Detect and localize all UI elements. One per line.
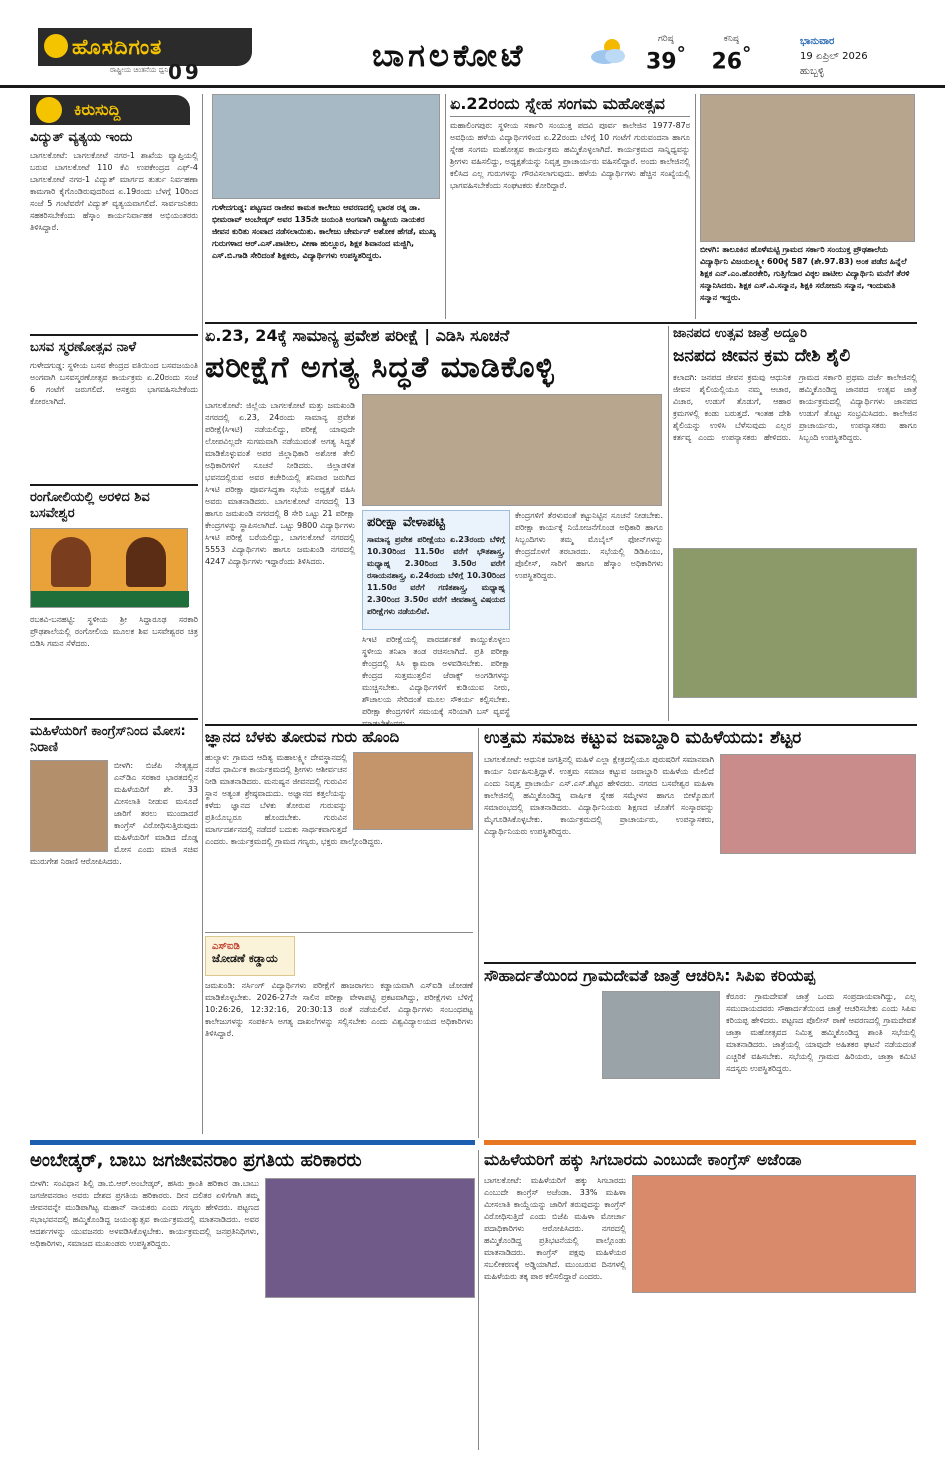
brief-headline[interactable]: ರಂಗೋಲಿಯಲ್ಲಿ ಅರಳಿದ ಶಿವ ಬಸವೇಶ್ವರ [30,490,150,521]
temperature-panel: ಗರಿಷ್ಠ 39° ಕನಿಷ್ಠ 26° [646,34,752,75]
column-rule [202,94,203,1134]
brand-tagline: ರಾಷ್ಟ್ರೀಯ ಚಿಂತನೆಯ ಧ್ವನಿ [110,66,169,74]
article-body: ಬಾಗಲಕೋಟೆ: ಆಧುನಿಕ ಜಗತ್ತಿನಲ್ಲಿ ಮಹಿಳೆ ಎಲ್ಲಾ ಕ್ಷೇತ್ರದಲ್ಲಿಯೂ ಪುರುಷರಿಗೆ ಸಮಾನವಾಗಿ ಕಾರ್ಯ ನಿರ್ವಹಿಸುತ್ತಿದ್ದಾಳೆ. ಉತ್ತಮ ಸಮಾಜ ಕಟ್ಟುವ ಜವಾಬ್ದಾರಿ ಮಹಿಳೆಯ ಮೇಲಿದೆ ಎಂದು ನಿವೃತ್ತ ಪ್ರಾಚಾರ್ಯೆ ಎಸ್.ಎಸ್.ಶೆಟ್ಟರ ಹೇಳಿದರು. ನಗರದ ಬಸವೇಶ್ವರ ಮಹಿಳಾ ಕಾಲೇಜಿನಲ್ಲಿ ಹಮ್ಮಿಕೊಂಡಿದ್ದ ವಾರ್ಷಿಕ ಸ್ನೇಹ ಸಮ್ಮೇಳನ ಹಾಗೂ ಬೀಳ್ಕೊಡುಗೆ ಸಮಾರಂಭದಲ್ಲಿ ಮಾತನಾಡಿದರು. ವಿದ್ಯಾರ್ಥಿನಿಯರು ಶಿಕ್ಷಣದ ಜೊತೆಗೆ ಸಂಸ್ಕಾರವನ್ನು ಮೈಗೂಡಿಸಿಕೊಳ್ಳಬೇಕು. ಕಾರ್ಯಕ್ರಮದಲ್ಲಿ ಪ್ರಾಚಾರ್ಯರು, ಉಪನ್ಯಾಸಕರು, ವಿದ್ಯಾರ್ಥಿನಿಯರು ಉಪಸ್ಥಿತರಿದ್ದರು. [484,755,714,837]
article-body: ಕೇಂದ್ರಗಳಿಗೆ ತೆರಳುವಂತೆ ಕಟ್ಟುನಿಟ್ಟಿನ ಸೂಚನೆ ನೀಡಬೇಕು. ಪರೀಕ್ಷಾ ಕಾರ್ಯಕ್ಕೆ ನಿಯೋಜನೆಗೊಂಡ ಅಧಿಕಾರಿ ಹಾಗೂ ಸಿಬ್ಬಂದಿಗಳು ತಮ್ಮ ಮೊಬೈಲ್ ಫೋನ್‌ಗಳನ್ನು ಕೇಂದ್ರದೊಳಗೆ ತರಬಾರದು. ಸಭೆಯಲ್ಲಿ ಡಿಡಿಪಿಯು, ಪೊಲೀಸ್, ಸಾರಿಗೆ ಹಾಗೂ ಹೆಸ್ಕಾಂ ಅಧಿಕಾರಿಗಳು ಉಪಸ್ಥಿತರಿದ್ದರು. [515,511,663,580]
timetable-body: ಸಾಮಾನ್ಯ ಪ್ರವೇಶ ಪರೀಕ್ಷೆಯು ಏ.23ರಂದು ಬೆಳಿಗ್ಗೆ 10.30ರಿಂದ 11.50ರ ವರೆಗೆ ಭೌತಶಾಸ್ತ್ರ, ಮಧ್ಯಾಹ್ನ 2.30ರಿಂದ 3.50ರ ವರೆಗೆ ರಸಾಯನಶಾಸ್ತ್ರ, ಏ.24ರಂದು ಬೆಳಿಗ್ಗೆ 10.30ರಿಂದ 11.50ರ ವರೆಗೆ ಗಣಿತಶಾಸ್ತ್ರ, ಮಧ್ಯಾಹ್ನ 2.30ರಿಂದ 3.50ರ ವರೆಗೆ ಜೀವಶಾಸ್ತ್ರ ವಿಷಯದ ಪರೀಕ್ಷೆಗಳು ನಡೆಯಲಿವೆ. [367,534,505,616]
article-congress [484,1150,916,1450]
edition-city: ಬಾಗಲಕೋಟೆ [372,38,527,74]
article-sneha-sangama [450,94,690,319]
article-body: ಜಮಖಂಡಿ: ನರ್ಸಿಂಗ್ ವಿದ್ಯಾರ್ಥಿಗಳು ಪರೀಕ್ಷೆಗೆ ಹಾಜರಾಗಲು ಕಡ್ಡಾಯವಾಗಿ ಎಸ್‌ಐಡಿ ಜೋಡಣೆ ಮಾಡಿಕೊಳ್ಳಬೇಕು. 2026-27ನೇ ಸಾಲಿನ ಪರೀಕ್ಷಾ ವೇಳಾಪಟ್ಟಿ ಪ್ರಕಟವಾಗಿದ್ದು, ಪರೀಕ್ಷೆಗಳು ಬೆಳಿಗ್ಗೆ 10:26:26, 12:32:16, 20:30:13 ರಂತೆ ನಡೆಯಲಿವೆ. ವಿದ್ಯಾರ್ಥಿಗಳು ಸಂಬಂಧಪಟ್ಟ ಕಾಲೇಜುಗಳನ್ನು ಸಂಪರ್ಕಿಸಿ ಅಗತ್ಯ ದಾಖಲೆಗಳನ್ನು ಸಲ್ಲಿಸಬೇಕು ಎಂದು ವಿಶ್ವವಿದ್ಯಾಲಯದ ಅಧಿಕಾರಿಗಳು ತಿಳಿಸಿದ್ದಾರೆ. [205,981,473,1038]
column-rule [445,94,446,319]
article-sauhardha [484,966,916,1136]
photo-caption-block [700,244,915,320]
kirusuddi-label: ಕಿರುಸುದ್ದಿ [74,100,121,119]
edition-place: ಹುಬ್ಬಳ್ಳಿ [800,66,825,77]
nirani-photo[interactable] [30,760,108,852]
nursing-headline-box [205,936,295,976]
temp-max: 39 [646,49,677,75]
divider [30,484,198,486]
column-rule [695,94,696,319]
timetable-title: ಪರೀಕ್ಷಾ ವೇಳಾಪಟ್ಟಿ [367,515,445,530]
article-headline[interactable]: ಪರೀಕ್ಷೆಗೆ ಅಗತ್ಯ ಸಿದ್ಧತೆ ಮಾಡಿಕೊಳ್ಳಿ [205,350,555,385]
section-bar [484,1140,916,1145]
photo-caption: ಬೀಳಗಿ: ತಾಲೂಕಿನ ಹೊಳೆಮಟ್ಟಿ ಗ್ರಾಮದ ಸರ್ಕಾರಿ ಸಂಯುಕ್ತ ಪ್ರೌಢಶಾಲೆಯ ವಿದ್ಯಾರ್ಥಿನಿ ವಿಜಯಲಕ್ಷ್ಮೀ 600ಕ್ಕೆ 587 (ಶೇ.97.83) ಅಂಕ ಪಡೆದ ಹಿನ್ನೆಲೆ ಶಿಕ್ಷಕ ಎನ್.ಎಂ.ಹೊರಕೇರಿ, ಗುತ್ತಿಗೆದಾರ ವಿಠ್ಠಲ ಪಾಟೀಲ ವಿದ್ಯಾರ್ಥಿನಿ ಮನೆಗೆ ತೆರಳಿ ಸನ್ಮಾನಿಸಿದರು. ಶಿಕ್ಷಕ ಎಸ್.ವಿ.ಸನ್ಮಾನ, ಶಿಕ್ಷಕಿ ಸರೋಜನಿ ಸನ್ಮಾನ, ಇಂದುಮತಿ ಸನ್ಮಾನ ಇದ್ದರು. [700,245,910,302]
photo-caption-block [212,202,440,320]
brief-body: ರಬಕವಿ-ಬನಹಟ್ಟಿ: ಸ್ಥಳೀಯ ಶ್ರೀ ಸಿದ್ದಾರೂಢ ಸರಕಾರಿ ಪ್ರೌಢಶಾಲೆಯಲ್ಲಿ ರಂಗೋಲಿಯ ಮೂಲಕ ಶಿವ ಬಸವೇಶ್ವರರ ಚಿತ್ರ ಬಿಡಿಸಿ ಗಮನ ಸೆಳೆದರು. [30,615,198,648]
article-kicker: ಎಸ್‌ಐಡಿ [212,941,240,952]
article-headline[interactable]: ಉತ್ತಮ ಸಮಾಜ ಕಟ್ಟುವ ಜವಾಬ್ದಾರಿ ಮಹಿಳೆಯದು: ಶೆಟ್ಟರ [484,728,802,748]
article-body: ಬಾಗಲಕೋಟೆ: ಮಹಿಳೆಯರಿಗೆ ಹಕ್ಕು ಸಿಗಬಾರದು ಎಂಬುದೇ ಕಾಂಗ್ರೆಸ್ ಅಜೆಂಡಾ. 33% ಮಹಿಳಾ ಮೀಸಲಾತಿ ಕಾಯ್ದೆಯನ್ನು ಜಾರಿಗೆ ತರುವುದನ್ನು ಕಾಂಗ್ರೆಸ್ ವಿರೋಧಿಸುತ್ತಿದೆ ಎಂದು ಬಿಜೆಪಿ ಮಹಿಳಾ ಮೋರ್ಚಾ ಪದಾಧಿಕಾರಿಗಳು ಆರೋಪಿಸಿದರು. ನಗರದಲ್ಲಿ ಹಮ್ಮಿಕೊಂಡಿದ್ದ ಪ್ರತಿಭಟನೆಯಲ್ಲಿ ಪಾಲ್ಗೊಂಡು ಮಾತನಾಡಿದರು. ಕಾಂಗ್ರೆಸ್ ಪಕ್ಷವು ಮಹಿಳೆಯರ ಸಬಲೀಕರಣಕ್ಕೆ ಅಡ್ಡಿಯಾಗಿದೆ. ಮುಂಬರುವ ದಿನಗಳಲ್ಲಿ ಮಹಿಳೆಯರು ತಕ್ಕ ಪಾಠ ಕಲಿಸಲಿದ್ದಾರೆ ಎಂದರು. [484,1176,626,1282]
photo-cet-meeting[interactable] [362,394,662,506]
hand-pointer-icon [36,97,62,123]
article-body: ಬಾಗಲಕೋಟೆ: ಜಿಲ್ಲೆಯ ಬಾಗಲಕೋಟೆ ಮತ್ತು ಜಮಖಂಡಿ ನಗರದಲ್ಲಿ ಏ.23, 24ರಂದು ಸಾಮಾನ್ಯ ಪ್ರವೇಶ ಪರೀಕ್ಷೆ(ಸಿಇಟಿ) ನಡೆಯಲಿದ್ದು, ಪರೀಕ್ಷೆ ಯಾವುದೇ ಲೋಪವಿಲ್ಲದೇ ಸುಗಮವಾಗಿ ನಡೆಯುವಂತೆ ಅಗತ್ಯ ಸಿದ್ದತೆ ಮಾಡಿಕೊಳ್ಳುವಂತೆ ಅಪರ ಜಿಲ್ಲಾಧಿಕಾರಿ ಅಶೋಕ ತೇಲಿ ಅಧಿಕಾರಿಗಳಿಗೆ ಸೂಚನೆ ನೀಡಿದರು. ಜಿಲ್ಲಾಡಳಿತ ಭವನದಲ್ಲಿರುವ ಅವರ ಕಚೇರಿಯಲ್ಲಿ ಶನಿವಾರ ಜರುಗಿದ ಸಿಇಟಿ ಪರೀಕ್ಷಾ ಪೂರ್ವಸಿದ್ಧತಾ ಸಭೆಯ ಅಧ್ಯಕ್ಷತೆ ವಹಿಸಿ ಅವರು ಮಾತನಾಡಿದರು. ಬಾಗಲಕೋಟೆ ನಗರದಲ್ಲಿ 13 ಹಾಗೂ ಜಮಖಂಡಿ ನಗರದಲ್ಲಿ 8 ಸೇರಿ ಒಟ್ಟು 21 ಪರೀಕ್ಷಾ ಕೇಂದ್ರಗಳನ್ನು ಸ್ಥಾಪಿಸಲಾಗಿದೆ. ಒಟ್ಟು 9800 ವಿದ್ಯಾರ್ಥಿಗಳು ಸಿಇಟಿ ಪರೀಕ್ಷೆ ಬರೆಯಲಿದ್ದು, ಬಾಗಲಕೋಟೆ ನಗರದಲ್ಲಿ 5553 ವಿದ್ಯಾರ್ಥಿಗಳು ಹಾಗೂ ಜಮಖಂಡಿ ನಗರದಲ್ಲಿ 4247 ವಿದ್ಯಾರ್ಥಿಗಳು ಇದ್ದಾರೆಂದು ತಿಳಿಸಿದರು. [205,401,355,566]
photo-women-college[interactable] [720,754,916,854]
article-body: ಹುಲ್ಯಾಳ: ಗ್ರಾಮದ ಆದಿತ್ಯ ಮಹಾಲಕ್ಷ್ಮೀ ದೇವಸ್ಥಾನದಲ್ಲಿ ನಡೆದ ಧಾರ್ಮಿಕ ಕಾರ್ಯಕ್ರಮದಲ್ಲಿ ಶ್ರೀಗಳು ಆಶೀರ್ವಚನ ನೀಡಿ ಮಾತನಾಡಿದರು. ಮನುಷ್ಯನ ಜೀವನದಲ್ಲಿ ಗುರುವಿನ ಸ್ಥಾನ ಅತ್ಯಂತ ಶ್ರೇಷ್ಠವಾದುದು. ಅಜ್ಞಾನದ ಕತ್ತಲೆಯನ್ನು ಕಳೆದು ಜ್ಞಾನದ ಬೆಳಕು ತೋರುವ ಗುರುವನ್ನು ಪ್ರತಿಯೊಬ್ಬರೂ ಹೊಂದಬೇಕು. ಗುರುವಿನ ಮಾರ್ಗದರ್ಶನದಲ್ಲಿ ನಡೆದರೆ ಬದುಕು ಸಾರ್ಥಕವಾಗುತ್ತದೆ ಎಂದರು. ಕಾರ್ಯಕ್ರಮದಲ್ಲಿ ಗ್ರಾಮದ ಗಣ್ಯರು, ಭಕ್ತರು ಪಾಲ್ಗೊಂಡಿದ್ದರು. [205,753,383,846]
section-rule [205,724,917,726]
brand-logo[interactable] [38,28,252,66]
article-guru [205,728,473,928]
article-body: ಬೀಳಗಿ: ಸಂವಿಧಾನ ಶಿಲ್ಪಿ ಡಾ.ಬಿ.ಆರ್.ಅಂಬೇಡ್ಕರ್, ಹಸಿರು ಕ್ರಾಂತಿ ಹರಿಕಾರ ಡಾ.ಬಾಬು ಜಗಜೀವನರಾಂ ಅವರು ದೇಶದ ಪ್ರಗತಿಯ ಹರಿಕಾರರು. ದೀನ ದಲಿತರ ಏಳಿಗೆಗಾಗಿ ತಮ್ಮ ಜೀವನವನ್ನೇ ಮುಡಿಪಾಗಿಟ್ಟ ಮಹಾನ್ ನಾಯಕರು ಎಂದು ಗಣ್ಯರು ಹೇಳಿದರು. ಪಟ್ಟಣದ ಸಭಾಭವನದಲ್ಲಿ ಹಮ್ಮಿಕೊಂಡಿದ್ದ ಜಯಂತ್ಯುತ್ಸವ ಕಾರ್ಯಕ್ರಮದಲ್ಲಿ ಮಾತನಾಡಿದರು. ಅವರ ಆದರ್ಶಗಳನ್ನು ಯುವಜನರು ಅಳವಡಿಸಿಕೊಳ್ಳಬೇಕು. ಕಾರ್ಯಕ್ರಮದಲ್ಲಿ ಜನಪ್ರತಿನಿಧಿಗಳು, ಅಧಿಕಾರಿಗಳು, ಸಮಾಜದ ಮುಖಂಡರು ಉಪಸ್ಥಿತರಿದ್ದರು. [30,1178,259,1248]
divider [450,116,690,117]
article-body-col2 [362,634,510,718]
article-ambedkar [30,1150,475,1450]
brief-body: ಬಾಗಲಕೋಟೆ: ಬಾಗಲಕೋಟೆ ನಗರ-1 ಶಾಖೆಯ ವ್ಯಾಪ್ತಿಯಲ್ಲಿ ಬರುವ ಬಾಗಲಕೋಟೆ 110 ಕೆವಿ ಉಪಕೇಂದ್ರದ ಎಫ್-4 ಬಾಗಲಕೋಟೆ ನಗರ-1 ವಿದ್ಯುತ್ ಮಾರ್ಗದ ತುರ್ತು ನಿರ್ವಹಣಾ ಕಾಮಗಾರಿ ಕೈಗೊಂಡಿರುವುದರಿಂದ ಏ.19ರಂದು ಬೆಳಗ್ಗೆ 10ರಿಂದ ಸಂಜೆ 5 ಗಂಟೆವರೆಗೆ ವಿದ್ಯುತ್ ವ್ಯತ್ಯಯವಾಗಲಿದೆ. ಸಾರ್ವಜನಿಕರು ಸಹಕರಿಸಬೇಕೆಂದು ಹೆಸ್ಕಾಂ ಕಾರ್ಯನಿರ್ವಾಹಕ ಅಭಿಯಂತರರು ತಿಳಿಸಿದ್ದಾರೆ. [30,151,198,232]
article-kicker: ಏ.23, 24ಕ್ಕೆ ಸಾಮಾನ್ಯ ಪ್ರವೇಶ ಪರೀಕ್ಷೆ | ಎಡಿಸಿ ಸೂಚನೆ [205,326,510,345]
masthead [0,0,945,88]
photo-jayanti-stage[interactable] [265,1178,475,1298]
article-headline[interactable]: ಅಂಬೇಡ್ಕರ್, ಬಾಬು ಜಗಜೀವನರಾಂ ಪ್ರಗತಿಯ ಹರಿಕಾರರು [30,1150,362,1171]
article-headline[interactable]: ಜ್ಞಾನದ ಬೆಳಕು ತೋರುವ ಗುರು ಹೊಂದಿ [205,728,400,746]
brief-headline[interactable]: ವಿದ್ಯುತ್ ವ್ಯತ್ಯಯ ಇಂದು [30,130,133,145]
article-body: ಮಹಾಲಿಂಗಪುರ: ಸ್ಥಳೀಯ ಸರ್ಕಾರಿ ಸಂಯುಕ್ತ ಪದವಿ ಪೂರ್ವ ಕಾಲೇಜಿನ 1977-87ರ ಅವಧಿಯ ಹಳೆಯ ವಿದ್ಯಾರ್ಥಿಗಳಿಂದ ಏ.22ರಂದು ಬೆಳಿಗ್ಗೆ 10 ಗಂಟೆಗೆ ಗುರುವಂದನಾ ಹಾಗೂ ಸ್ನೇಹ ಸಂಗಮ ಮಹೋತ್ಸವ ಕಾರ್ಯಕ್ರಮ ಹಮ್ಮಿಕೊಳ್ಳಲಾಗಿದೆ. ಕಾರ್ಯಕ್ರಮದ ಸಾನ್ನಿಧ್ಯವನ್ನು ಶ್ರೀಗಳು ವಹಿಸಲಿದ್ದು, ಅಧ್ಯಕ್ಷತೆಯನ್ನು ನಿವೃತ್ತ ಪ್ರಾಚಾರ್ಯರು ವಹಿಸಲಿದ್ದಾರೆ. ಅಂದು ಕಾಲೇಜಿನಲ್ಲಿ ಕಲಿಸಿದ ಎಲ್ಲ ಗುರುಗಳನ್ನು ಗೌರವಿಸಲಾಗುವುದು. ಹಳೆಯ ವಿದ್ಯಾರ್ಥಿಗಳು ಹೆಚ್ಚಿನ ಸಂಖ್ಯೆಯಲ್ಲಿ ಭಾಗವಹಿಸಬೇಕೆಂದು ಸಂಘಟಕರು ಕೋರಿದ್ದಾರೆ. [450,121,690,191]
date-block [800,34,868,79]
section-rule [205,322,917,324]
brief-headline[interactable]: ಬಸವ ಸ್ಮರಣೋತ್ಸವ ನಾಳೆ [30,340,137,355]
column-rule [478,1150,479,1450]
article-headline[interactable]: ಜೋಡಣೆ ಕಡ್ಡಾಯ [212,952,278,965]
article-janapada [673,326,917,718]
column-rule [668,326,669,721]
rangoli-photo[interactable] [30,528,188,608]
article-body: ಕಲಾದಗಿ: ಜನಪದ ಜೀವನ ಕ್ರಮವು ಆಧುನಿಕ ಜೀವನ ಶೈಲಿಯಲ್ಲಿಯೂ ನಮ್ಮ ಆಚಾರ, ವಿಚಾರ, ಉಡುಗೆ ತೊಡುಗೆ, ಆಹಾರ ಕ್ರಮಗಳಲ್ಲಿ ಕಂಡು ಬರುತ್ತದೆ. ಇಂತಹ ದೇಶಿ ಶೈಲಿಯನ್ನು ಉಳಿಸಿ ಬೆಳೆಸುವುದು ಎಲ್ಲರ ಕರ್ತವ್ಯ ಎಂದು ಉಪನ್ಯಾಸಕರು ಹೇಳಿದರು. ಗ್ರಾಮದ ಸರ್ಕಾರಿ ಪ್ರಥಮ ದರ್ಜೆ ಕಾಲೇಜಿನಲ್ಲಿ ಹಮ್ಮಿಕೊಂಡಿದ್ದ ಜಾನಪದ ಉತ್ಸವ ಜಾತ್ರೆ ಕಾರ್ಯಕ್ರಮದಲ್ಲಿ ವಿದ್ಯಾರ್ಥಿಗಳು ಜಾನಪದ ಉಡುಗೆ ತೊಟ್ಟು ಸಂಭ್ರಮಿಸಿದರು. ಕಾಲೇಜಿನ ಪ್ರಾಚಾರ್ಯರು, ಉಪನ್ಯಾಸಕರು ಹಾಗೂ ಸಿಬ್ಬಂದಿ ಉಪಸ್ಥಿತರಿದ್ದರು. [673,372,917,442]
photo-college-event[interactable] [212,94,440,199]
photo-student-felicitation[interactable] [700,94,915,242]
article-nursing [205,936,473,1136]
brief-body: ಬೀಳಗಿ: ಬಿಜೆಪಿ ನೇತೃತ್ವದ ಎನ್‌ಡಿಎ ಸರಕಾರ ಭಾರತದಲ್ಲಿನ ಮಹಿಳೆಯರಿಗೆ ಶೇ. 33 ಮೀಸಲಾತಿ ನೀಡುವ ಮಸೂದೆ ಜಾರಿಗೆ ತರಲು ಮುಂದಾದರೆ ಕಾಂಗ್ರೆಸ್ ವಿರೋಧಿಸುತ್ತಿರುವುದು ಮಹಿಳೆಯರಿಗೆ ಮಾಡಿದ ದೊಡ್ಡ ಮೋಸ ಎಂದು ಮಾಜಿ ಸಚಿವ ಮುರುಗೇಶ ನಿರಾಣಿ ಆರೋಪಿಸಿದರು. [30,761,198,866]
photo-peace-meeting[interactable] [602,991,720,1079]
article-headline[interactable]: ಜನಪದ ಜೀವನ ಕ್ರಮ ದೇಶಿ ಶೈಲಿ [673,345,851,366]
partly-cloudy-icon [588,36,630,66]
brand-name: ಹೊಸದಿಗಂತ [72,34,163,59]
temp-min-label: ಕನಿಷ್ಠ [723,34,739,44]
article-headline[interactable]: ಮಹಿಳೆಯರಿಗೆ ಹಕ್ಕು ಸಿಗಬಾರದು ಎಂಬುದೇ ಕಾಂಗ್ರೆಸ್ ಅಜೆಂಡಾ [484,1150,802,1169]
column-rule [478,728,479,1138]
photo-caption: ಗುಳೇದಗುಡ್ಡ: ಪಟ್ಟಣದ ರಾಜೀವ ಕಾಮತ ಕಾಲೇಜು ಆವರಣದಲ್ಲಿ ಭಾರತ ರತ್ನ ಡಾ. ಭೀಮರಾವ್ ಅಂಬೇಡ್ಕರ್ ಅವರ 135ನೇ ಜಯಂತಿ ಅಂಗವಾಗಿ ರಾಷ್ಟ್ರೀಯ ನಾಯಕರ ಜೀವನ ಕುರಿತು ಸಂವಾದ ನಡೆಸಲಾಯಿತು. ಕಾಲೇಜು ಚೇರ್ಮನ್ ಅಶೋಕ ಹೆಗಡೆ, ಮುಖ್ಯ ಗುರುಗಳಾದ ಆರ್.ಎಸ್.ಪಾಟೀಲ, ವೀಣಾ ಹುಲ್ಲೂರ, ಶಿಕ್ಷಕ ಶಿವಾನಂದ ಮಜ್ಜಿಗಿ, ಎಸ್.ಬಿ.ಗಾಡಿ ಸೇರಿದಂತೆ ಶಿಕ್ಷಕರು, ವಿದ್ಯಾರ್ಥಿಗಳು ಉಪಸ್ಥಿತರಿದ್ದರು. [212,203,436,260]
article-kicker: ಜಾನಪದ ಉತ್ಸವ ಜಾತ್ರೆ ಅದ್ದೂರಿ [673,326,807,341]
weekday: ಭಾನುವಾರ [800,36,835,47]
photo-janapada-students[interactable] [673,548,917,698]
article-headline[interactable]: ಏ.22ರಂದು ಸ್ನೇಹ ಸಂಗಮ ಮಹೋತ್ಸವ [450,94,665,113]
issue-date: 19 ಏಪ್ರಿಲ್ 2026 [800,51,868,62]
section-label-kirusuddi [30,95,190,125]
timetable-box [362,510,510,630]
divider [30,334,198,336]
article-body-col1 [205,400,355,716]
photo-bjp-protest[interactable] [632,1175,916,1293]
brief-body: ಗುಳೇದಗುಡ್ಡ: ಸ್ಥಳೀಯ ಬಸವ ಕೇಂದ್ರದ ವತಿಯಿಂದ ಬಸವಜಯಂತಿ ಅಂಗವಾಗಿ ಬಸವಸ್ಮರಣೋತ್ಸವ ಕಾರ್ಯಕ್ರಮ ಏ.20ರಂದು ಸಂಜೆ 6 ಗಂಟೆಗೆ ಜರುಗಲಿದೆ. ಆಸಕ್ತರು ಭಾಗವಹಿಸಬೇಕೆಂದು ಕೋರಲಾಗಿದೆ. [30,361,198,406]
article-body: ಕೆರೂರ: ಗ್ರಾಮದೇವತೆ ಜಾತ್ರೆ ಒಂದು ಸಂಪ್ರದಾಯವಾಗಿದ್ದು, ಎಲ್ಲ ಸಮುದಾಯದವರು ಸೌಹಾರ್ದತೆಯಿಂದ ಜಾತ್ರೆ ಆಚರಿಸಬೇಕು ಎಂದು ಸಿಪಿಐ ಕರಿಯಪ್ಪ ಹೇಳಿದರು. ಪಟ್ಟಣದ ಪೊಲೀಸ್ ಠಾಣೆ ಆವರಣದಲ್ಲಿ ಗ್ರಾಮದೇವತೆ ಜಾತ್ರಾ ಮಹೋತ್ಸವದ ನಿಮಿತ್ತ ಹಮ್ಮಿಕೊಂಡಿದ್ದ ಶಾಂತಿ ಸಭೆಯಲ್ಲಿ ಮಾತನಾಡಿದರು. ಜಾತ್ರೆಯಲ್ಲಿ ಯಾವುದೇ ಅಹಿತಕರ ಘಟನೆ ನಡೆಯದಂತೆ ಎಚ್ಚರಿಕೆ ವಹಿಸಬೇಕು. ಸಭೆಯಲ್ಲಿ ಗ್ರಾಮದ ಹಿರಿಯರು, ಜಾತ್ರಾ ಕಮಿಟಿ ಸದಸ್ಯರು ಉಪಸ್ಥಿತರಿದ್ದರು. [726,992,916,1074]
article-body: ಸಿಇಟಿ ಪರೀಕ್ಷೆಯಲ್ಲಿ ಪಾರದರ್ಶಕತೆ ಕಾಯ್ದುಕೊಳ್ಳಲು ಸ್ಥಳೀಯ ತನಿಖಾ ತಂಡ ರಚಿಸಲಾಗಿದೆ. ಪ್ರತಿ ಪರೀಕ್ಷಾ ಕೇಂದ್ರದಲ್ಲಿ ಸಿಸಿ ಕ್ಯಾಮರಾ ಅಳವಡಿಸಬೇಕು. ಪರೀಕ್ಷಾ ಕೇಂದ್ರದ ಸುತ್ತಮುತ್ತಲಿನ ಜೆರಾಕ್ಸ್ ಅಂಗಡಿಗಳನ್ನು ಮುಚ್ಚಿಸಬೇಕು. ವಿದ್ಯಾರ್ಥಿಗಳಿಗೆ ಕುಡಿಯುವ ನೀರು, ಶೌಚಾಲಯ ಸೇರಿದಂತೆ ಮೂಲ ಸೌಕರ್ಯ ಕಲ್ಪಿಸಬೇಕು. ಪರೀಕ್ಷಾ ಕೇಂದ್ರಗಳಿಗೆ ಸಮಯಕ್ಕೆ ಸರಿಯಾಗಿ ಬಸ್ ವ್ಯವಸ್ಥೆ [362,635,510,716]
newspaper-emblem-icon [44,34,68,58]
brief-headline[interactable]: ಮಹಿಳೆಯರಿಗೆ ಕಾಂಗ್ರೆಸ್‌ನಿಂದ ಮೋಸ: ನಿರಾಣಿ [30,724,186,755]
article-shettar [484,728,916,958]
temp-min: 26 [711,49,743,75]
temp-max-label: ಗರಿಷ್ಠ [658,34,674,44]
divider [30,718,198,720]
article-body-col3 [515,510,663,718]
section-rule [484,962,916,964]
photo-guru-event[interactable] [353,752,473,830]
section-bar [30,1140,475,1145]
article-headline[interactable]: ಸೌಹಾರ್ದತೆಯಿಂದ ಗ್ರಾಮದೇವತೆ ಜಾತ್ರೆ ಆಚರಿಸಿ: ಸಿಪಿಐ ಕರಿಯಪ್ಪ [484,966,815,985]
page-number: 09 [168,60,202,84]
kirusuddi-column [30,130,198,1140]
section-rule [205,932,473,933]
